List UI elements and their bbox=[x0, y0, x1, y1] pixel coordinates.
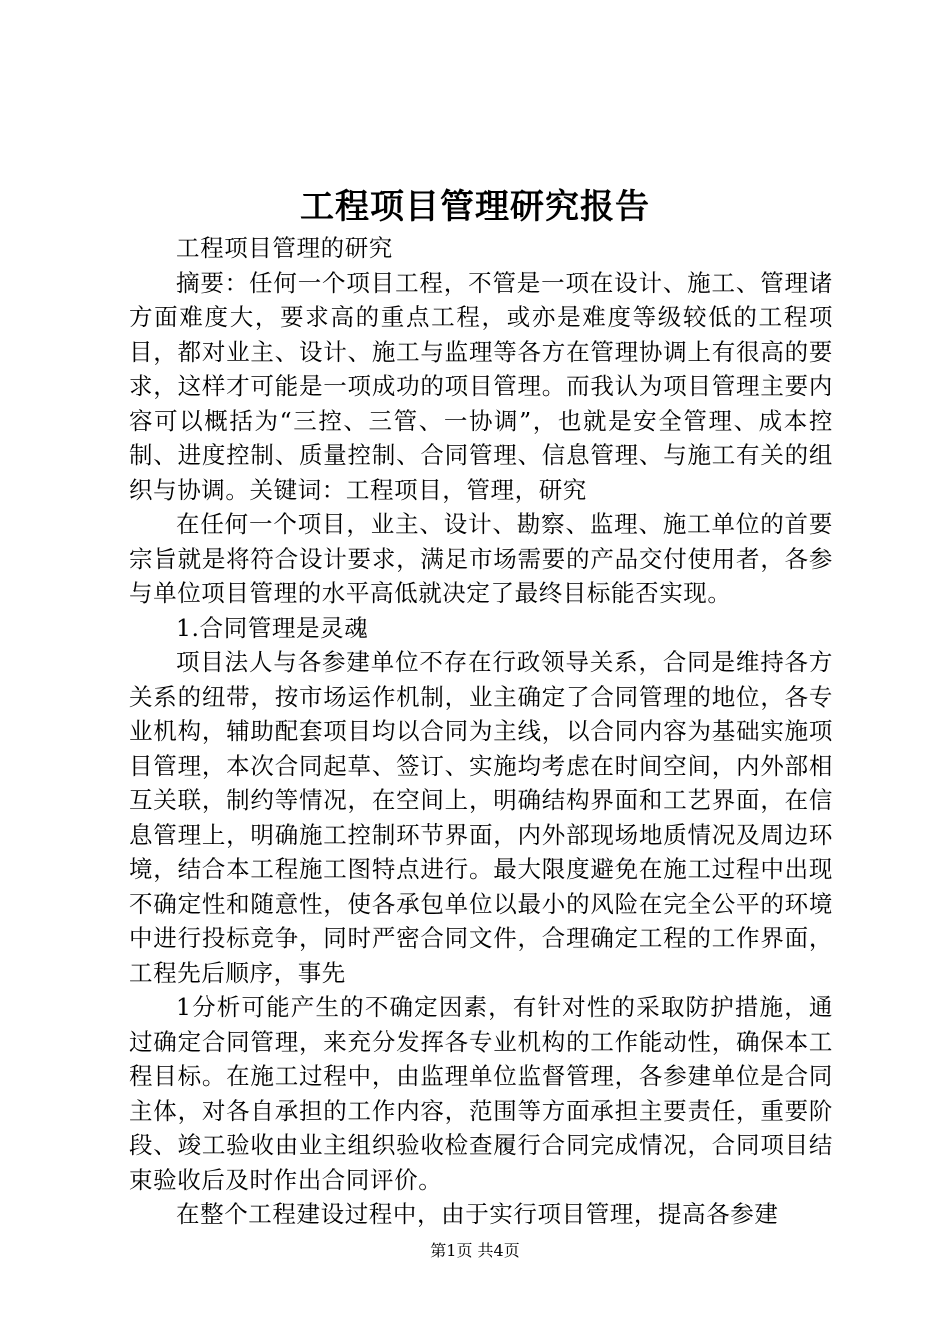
abstract-paragraph: 摘要：任何一个项目工程，不管是一项在设计、施工、管理诸方面难度大，要求高的重点工程，或亦是难度等级较低的工程项目，都对业主、设计、施工与监理等各方在管理协调上有很高的要求，这样才可能是一项成功的项目管理。而我认为项目管理主要内容可以概括为“三控、三管、一协调”，也就是安全管理、成本控制、进度控制、质量控制、合同管理、信息管理、与施工有关的组织与协调。关键词：工程项目，管理，研究 bbox=[129, 268, 833, 504]
intro-paragraph: 在任何一个项目，业主、设计、勘察、监理、施工单位的首要宗旨就是将符合设计要求，满足市场需要的产品交付使用者，各参与单位项目管理的水平高低就决定了最终目标能否实现。 bbox=[129, 510, 833, 607]
document-body bbox=[129, 231, 833, 1232]
analysis-paragraph: 1分析可能产生的不确定因素，有针对性的采取防护措施，通过确定合同管理，来充分发挥各专业机构的工作能动性，确保本工程目标。在施工过程中，由监理单位监督管理，各参建单位是合同主体，对各自承担的工作内容，范围等方面承担主要责任，重要阶段、竣工验收由业主组织验收检查履行合同完成情况，合同项目结束验收后及时作出合同评价。 bbox=[129, 993, 833, 1194]
page-footer: 第1页 共4页 bbox=[430, 1241, 520, 1260]
closing-paragraph: 在整个工程建设过程中，由于实行项目管理，提高各参建 bbox=[176, 1200, 779, 1228]
document-title: 工程项目管理研究报告 bbox=[300, 187, 650, 227]
contract-paragraph: 项目法人与各参建单位不存在行政领导关系，合同是维持各方关系的纽带，按市场运作机制，业主确定了合同管理的地位，各专业机构，辅助配套项目均以合同为主线，以合同内容为基础实施项目管理，本次合同起草、签订、实施均考虑在时间空间，内外部相互关联，制约等情况，在空间上，明确结构界面和工艺界面，在信息管理上，明确施工控制环节界面，内外部现场地质情况及周边环境，结合本工程施工图特点进行。最大限度避免在施工过程中出现不确定性和随意性，使各承包单位以最小的风险在完全公平的环境中进行投标竞争，同时严密合同文件，合理确定工程的工作界面，工程先后顺序，事先 bbox=[129, 648, 833, 987]
subtitle-paragraph: 工程项目管理的研究 bbox=[176, 234, 393, 262]
section-heading: 1.合同管理是灵魂 bbox=[176, 613, 369, 642]
